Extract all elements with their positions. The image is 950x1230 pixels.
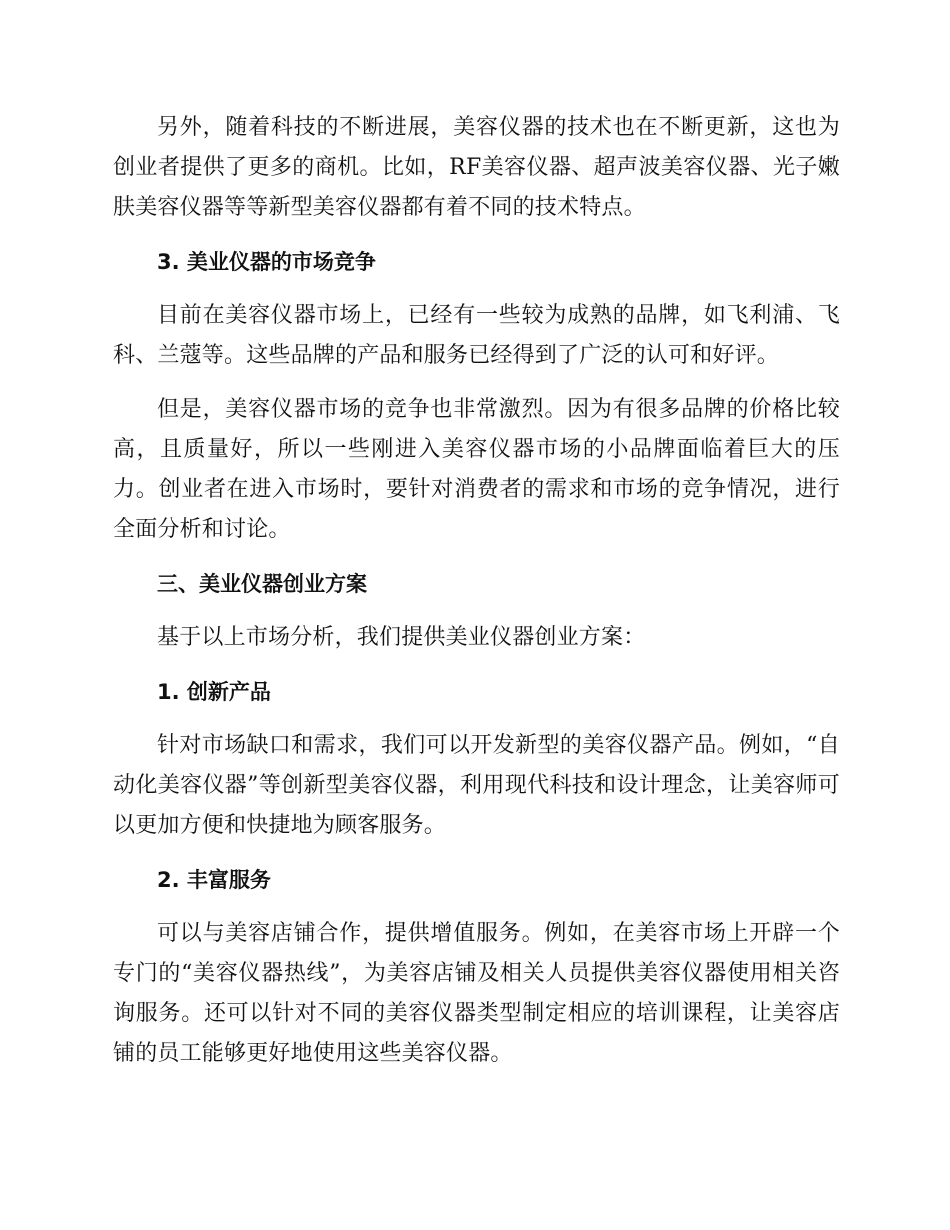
paragraph-plan-intro: 基于以上市场分析，我们提供美业仪器创业方案： (157, 625, 646, 650)
paragraph-fierce-competition: 但是，美容仪器市场的竞争也非常激烈。因为有很多品牌的价格比较高，且质量好，所以一些刚进入美容仪器市场的小品牌面临着巨大的压力。创业者在进入市场时，要针对消费者的需求和市场的竞争情况，进行全面分析和讨论。 (113, 397, 840, 542)
paragraph-new-products: 针对市场缺口和需求，我们可以开发新型的美容仪器产品。例如，“自动化美容仪器”等创新型美容仪器，利用现代科技和设计理念，让美容师可以更加方便和快捷地为顾客服务。 (113, 733, 840, 838)
heading-innovative-products: 1. 创新产品 (157, 680, 271, 704)
heading-rich-services: 2. 丰富服务 (157, 868, 271, 892)
paragraph-tech-innovation: 另外，随着科技的不断进展，美容仪器的技术也在不断更新，这也为创业者提供了更多的商机。比如，RF美容仪器、超声波美容仪器、光子嫩肤美容仪器等等新型美容仪器都有着不同的技术特点。 (113, 115, 840, 220)
document-body (113, 108, 840, 1074)
heading-startup-plan: 三、美业仪器创业方案 (157, 572, 367, 596)
paragraph-mature-brands: 目前在美容仪器市场上，已经有一些较为成熟的品牌，如飞利浦、飞科、兰蔻等。这些品牌的产品和服务已经得到了广泛的认可和好评。 (113, 303, 840, 368)
paragraph-value-added-services: 可以与美容店铺合作，提供增值服务。例如，在美容市场上开辟一个专门的“美容仪器热线”，为美容店铺及相关人员提供美容仪器使用相关咨询服务。还可以针对不同的美容仪器类型制定相应的培训课程，让美容店铺的员工能够更好地使用这些美容仪器。 (113, 921, 840, 1066)
heading-market-competition: 3. 美业仪器的市场竞争 (157, 250, 376, 274)
